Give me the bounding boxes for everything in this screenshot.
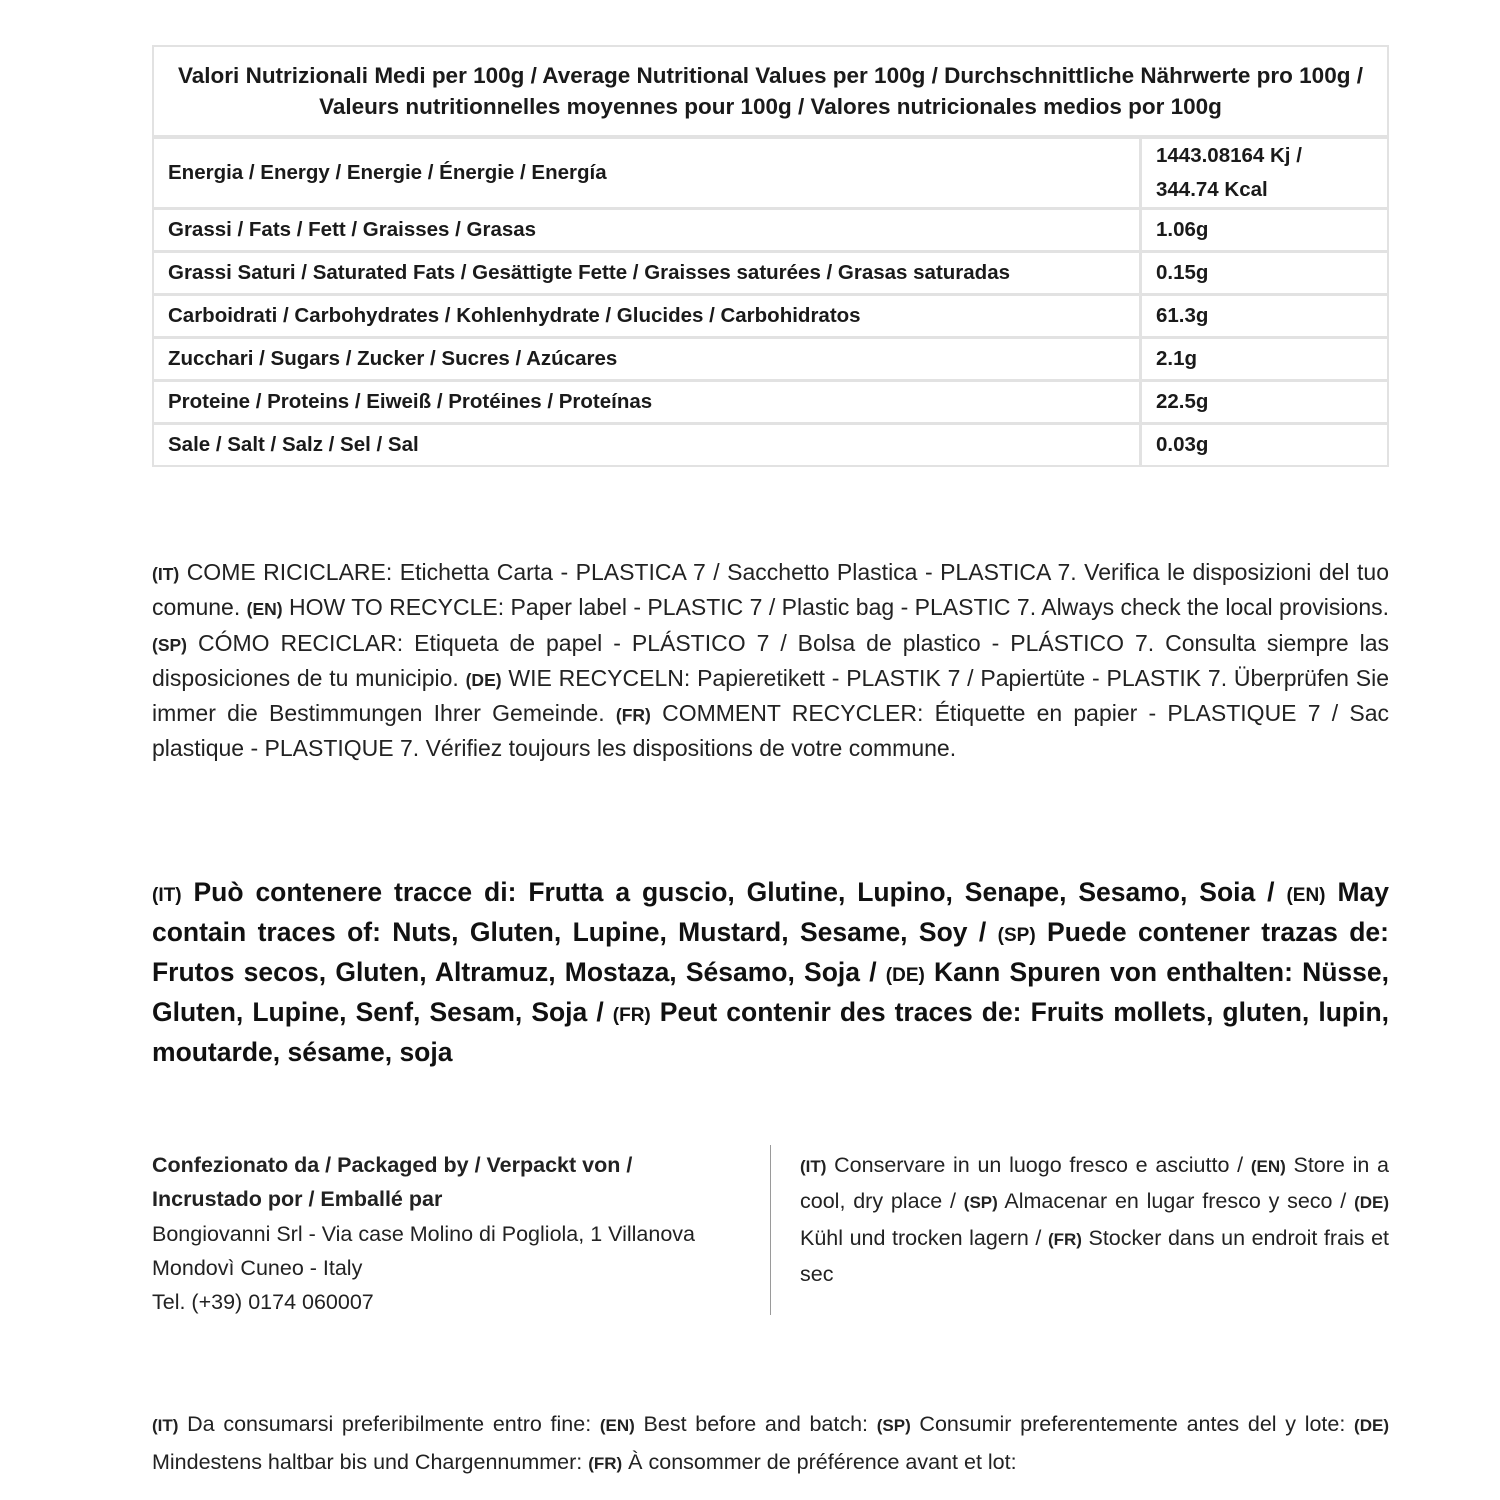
lang-tag-en: (EN) [599, 1416, 635, 1435]
best-before-text-fr: À consommer de préférence avant et lot: [622, 1450, 1017, 1474]
packager-heading: Confezionato da / Packaged by / Verpackt von / [152, 1153, 633, 1177]
nutrient-value: 0.03g [1156, 433, 1209, 456]
storage-instructions [800, 1148, 1389, 1291]
table-row [154, 250, 1387, 293]
recycling-instructions [152, 556, 1389, 766]
energy-kj: 1443.08164 Kj / [1156, 144, 1302, 167]
nutrient-label: Zucchari / Sugars / Zucker / Sucres / Azúcares [154, 339, 1142, 379]
table-row [154, 293, 1387, 336]
recycling-text-fr: COMMENT RECYCLER: Étiquette en papier - PLASTIQUE 7 / Sac plastique - PLASTIQUE 7. Vérifiez toujours les dispositions de votre commune. [152, 700, 1389, 762]
recycling-text-sp: CÓMO RECICLAR: Etiqueta de papel - PLÁSTICO 7 / Bolsa de plastico - PLÁSTICO 7. Consulta siempre las disposiciones de tu municipio. [152, 629, 1389, 691]
table-row [154, 379, 1387, 422]
lang-tag-fr: (FR) [588, 1454, 623, 1473]
nutrient-label: Proteine / Proteins / Eiweiß / Protéines / Proteínas [154, 382, 1142, 422]
lang-tag-it: (IT) [152, 564, 180, 584]
storage-text-fr: Stocker dans un endroit frais et sec [800, 1225, 1389, 1286]
nutrient-value: 61.3g [1156, 304, 1209, 327]
lang-tag-de: (DE) [465, 669, 502, 690]
nutrient-value [1142, 139, 1387, 207]
lang-tag-sp: (SP) [876, 1416, 911, 1435]
best-before-text-de: Mindestens haltbar bis und Chargennummer: [152, 1450, 589, 1474]
table-row [154, 336, 1387, 379]
allergen-warning [152, 874, 1389, 1071]
nutrient-value: 2.1g [1156, 347, 1198, 370]
lang-tag-en: (EN) [246, 599, 283, 620]
best-before-text-en: Best before and batch: [634, 1412, 877, 1436]
nutrient-label: Carboidrati / Carbohydrates / Kohlenhydrate / Glucides / Carbohidratos [154, 296, 1142, 336]
nutrient-label: Energia / Energy / Energie / Énergie / Energía [154, 139, 1142, 207]
nutrient-label: Grassi / Fats / Fett / Graisses / Grasas [154, 210, 1142, 250]
lang-tag-de: (DE) [1354, 1193, 1390, 1213]
packager-address-cont: Mondovì Cuneo - Italy [152, 1255, 363, 1280]
packager-info [152, 1148, 752, 1319]
packager-heading-cont: Incrustado por / Emballé par [152, 1187, 443, 1212]
recycling-text-de: WIE RECYCELN: Papieretikett - PLASTIK 7 / Papiertüte - PLASTIK 7. Überprüfen Sie immer die Bestimmungen Ihrer Gemeinde. [152, 664, 1389, 727]
best-before-text-sp: Consumir preferentemente antes del y lote: [910, 1412, 1355, 1436]
recycling-text-it: COME RICICLARE: Etichetta Carta - PLASTICA 7 / Sacchetto Plastica - PLASTICA 7. Verifica le disposizioni del tuo comune. [152, 559, 1389, 621]
lang-tag-en: (EN) [1250, 1157, 1286, 1176]
lang-tag-it: (IT) [152, 1416, 179, 1435]
nutrient-label: Sale / Salt / Salz / Sel / Sal [154, 425, 1142, 465]
nutrient-value: 22.5g [1156, 390, 1209, 413]
allergen-text-sp: Puede contener trazas de: Frutos secos, Gluten, Altramuz, Mostaza, Sésamo, Soja / [152, 917, 1389, 987]
lang-tag-fr: (FR) [615, 705, 651, 726]
lang-tag-sp: (SP) [152, 634, 187, 655]
packager-phone: Tel. (+39) 0174 060007 [152, 1290, 374, 1315]
storage-text-it: Conservare in un luogo fresco e asciutto / [826, 1153, 1251, 1177]
storage-text-sp: Almacenar en lugar fresco y seco / [997, 1189, 1355, 1214]
table-row [154, 207, 1387, 250]
allergen-text-fr: Peut contenir des traces de: Fruits mollets, gluten, lupin, moutarde, sésame, soja [152, 997, 1389, 1067]
nutrient-value: 0.15g [1156, 261, 1209, 284]
lang-tag-fr: (FR) [612, 1005, 651, 1026]
storage-text-en: Store in a cool, dry place / [800, 1153, 1389, 1214]
lang-tag-it: (IT) [152, 885, 182, 906]
lang-tag-it: (IT) [800, 1157, 827, 1176]
lang-tag-fr: (FR) [1047, 1229, 1082, 1249]
nutrient-value: 1.06g [1156, 218, 1209, 241]
lang-tag-de: (DE) [885, 965, 925, 986]
allergen-text-it: Può contenere tracce di: Frutta a guscio, Glutine, Lupino, Senape, Sesamo, Soia / [181, 877, 1287, 907]
best-before-text-it: Da consumarsi preferibilmente entro fine: [178, 1412, 600, 1436]
table-row [154, 139, 1387, 207]
storage-text-de: Kühl und trocken lagern / [800, 1225, 1048, 1250]
nutrition-table-title: Valori Nutrizionali Medi per 100g / Average Nutritional Values per 100g / Durchschnittliche Nährwerte pro 100g / Valeurs nutritionnelles moyennes pour 100g / Valores nutricionales medios por 100g [154, 47, 1387, 139]
lang-tag-sp: (SP) [997, 925, 1036, 946]
recycling-text-en: HOW TO RECYCLE: Paper label - PLASTIC 7 / Plastic bag - PLASTIC 7. Always check the local provisions. [282, 594, 1389, 621]
lang-tag-sp: (SP) [963, 1193, 998, 1213]
nutrient-label: Grassi Saturi / Saturated Fats / Gesättigte Fette / Graisses saturées / Grasas saturadas [154, 253, 1142, 293]
allergen-text-en: May contain traces of: Nuts, Gluten, Lupine, Mustard, Sesame, Soy / [152, 877, 1389, 947]
nutrition-table [152, 45, 1389, 467]
allergen-text-de: Kann Spuren von enthalten: Nüsse, Gluten, Lupine, Senf, Sesam, Soja / [152, 957, 1389, 1027]
lang-tag-de: (DE) [1354, 1416, 1389, 1435]
energy-kcal: 344.74 Kcal [1156, 178, 1268, 201]
best-before-info [152, 1406, 1389, 1482]
lang-tag-en: (EN) [1286, 885, 1326, 906]
packager-address: Bongiovanni Srl - Via case Molino di Pogliola, 1 Villanova [152, 1221, 696, 1246]
column-divider [770, 1145, 771, 1315]
table-row [154, 422, 1387, 465]
